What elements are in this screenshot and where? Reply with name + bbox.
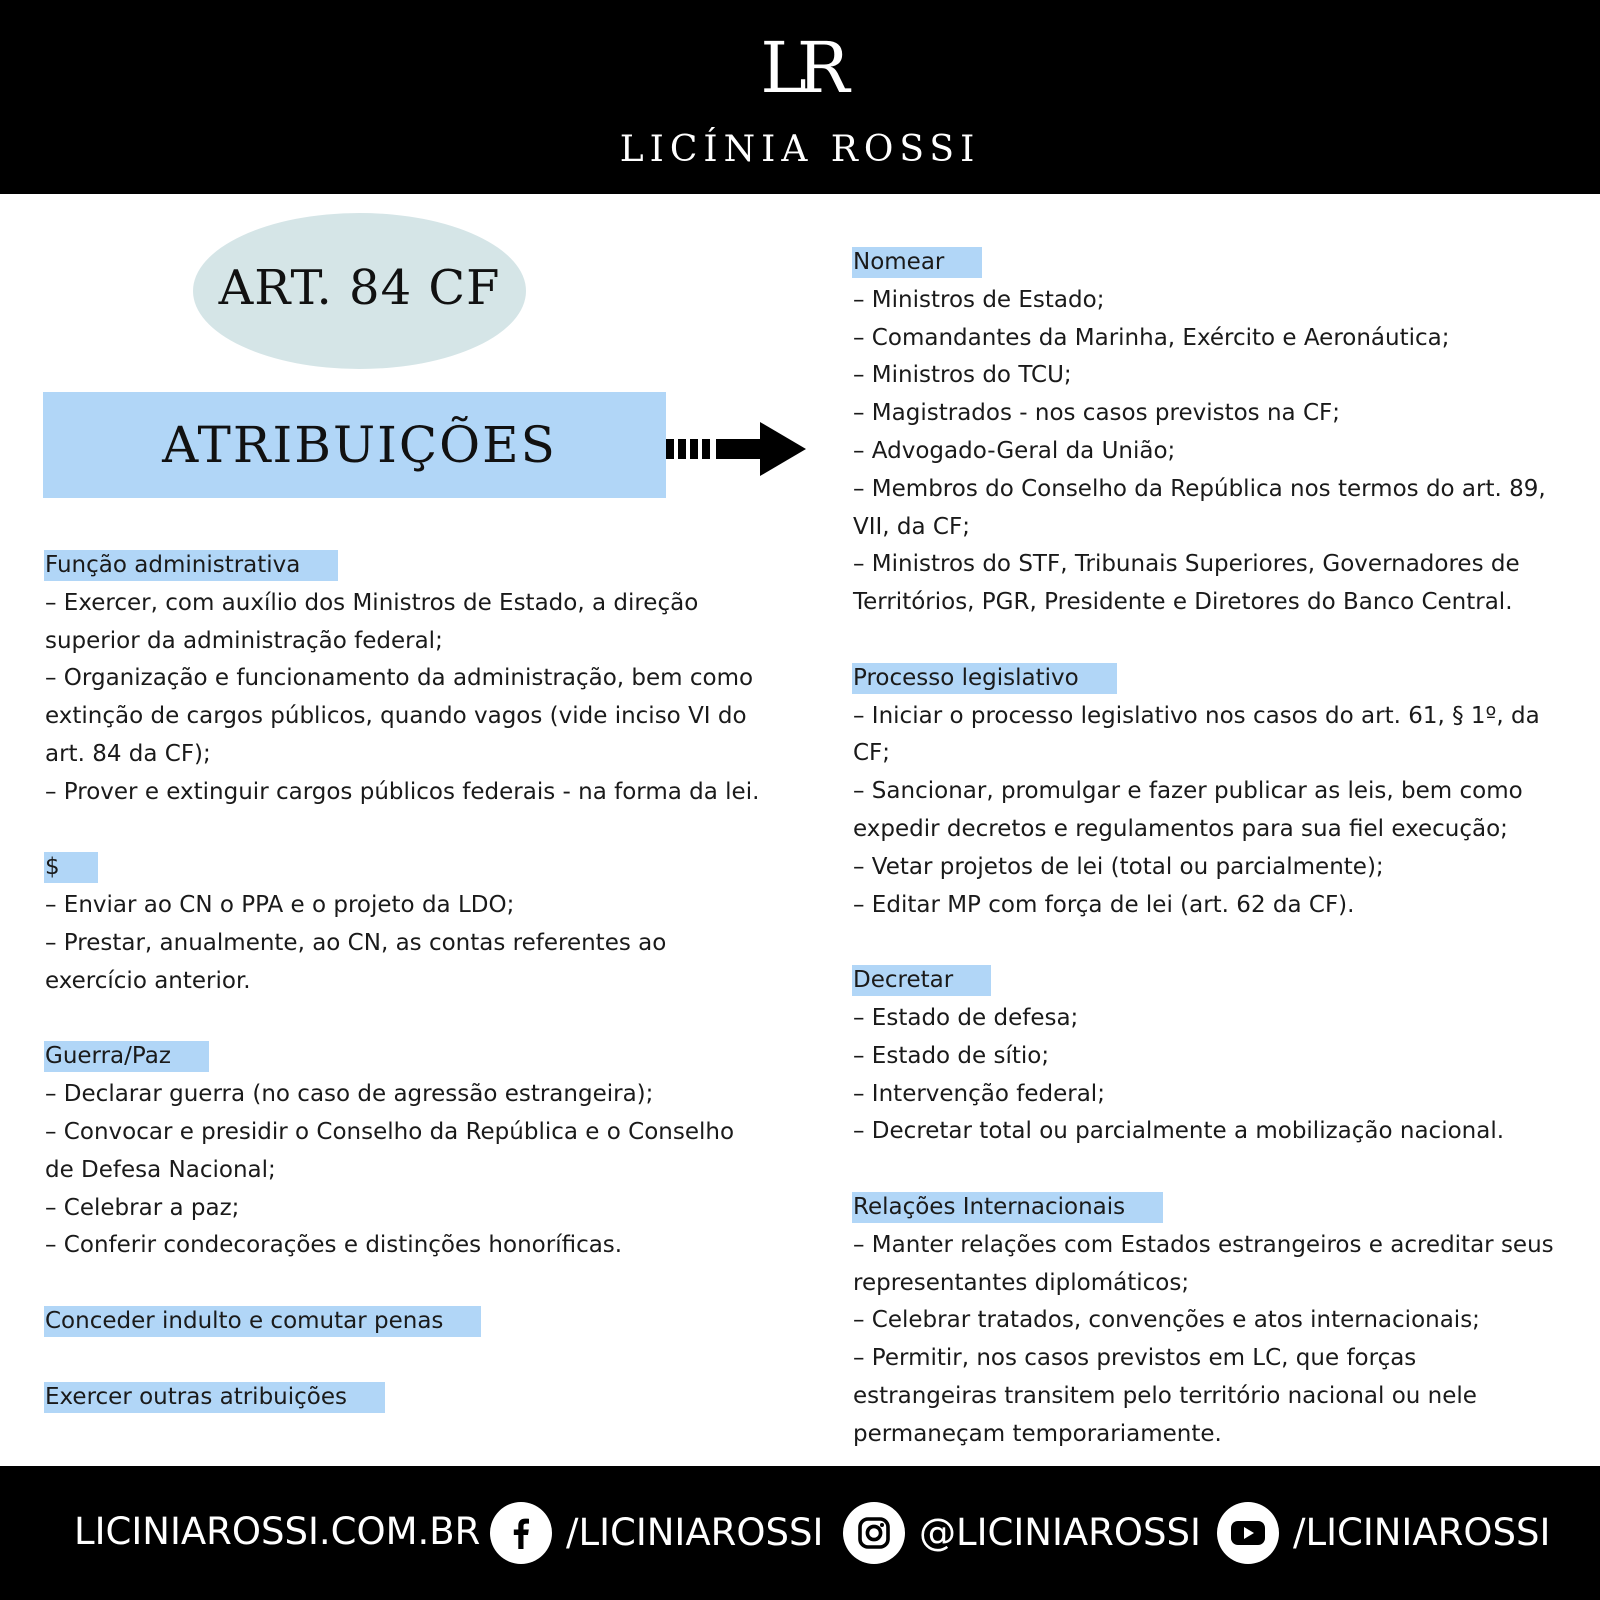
section <box>853 1189 1558 1454</box>
list-item: – Prestar, anualmente, ao CN, as contas referentes ao exercício anterior. <box>45 929 667 994</box>
section-items <box>45 887 760 1000</box>
left-column <box>45 547 760 1454</box>
article-badge <box>193 213 526 369</box>
list-item: – Manter relações com Estados estrangeiros e acreditar seus representantes diplomáticos; <box>853 1231 1554 1296</box>
arrow-right-icon <box>664 420 808 478</box>
list-item: – Celebrar tratados, convenções e atos internacionais; <box>853 1307 1480 1334</box>
list-item: – Editar MP com força de lei (art. 62 da CF). <box>853 891 1355 918</box>
section <box>45 1379 760 1417</box>
youtube-link[interactable] <box>1217 1502 1550 1564</box>
youtube-icon <box>1217 1502 1279 1564</box>
header-bar <box>0 0 1600 194</box>
section-items <box>45 1076 760 1265</box>
section-heading: Conceder indulto e comutar penas <box>44 1306 481 1337</box>
instagram-handle: @LICINIAROSSI <box>919 1511 1201 1554</box>
logo-monogram: LR <box>760 27 840 109</box>
list-item: – Exercer, com auxílio dos Ministros de Estado, a direção superior da administração federal; <box>45 589 699 654</box>
list-item: – Estado de sítio; <box>853 1042 1050 1069</box>
section <box>45 547 760 812</box>
instagram-link[interactable] <box>843 1502 1201 1564</box>
list-item: – Intervenção federal; <box>853 1080 1105 1107</box>
list-item: – Organização e funcionamento da administração, bem como extinção de cargos públicos, quando vagos (vide inciso VI do art. 84 da CF); <box>45 665 754 767</box>
list-item: – Prover e extinguir cargos públicos federais - na forma da lei. <box>45 778 760 805</box>
facebook-link[interactable] <box>490 1502 823 1564</box>
list-item: – Declarar guerra (no caso de agressão estrangeira); <box>45 1081 654 1108</box>
section-items <box>45 585 760 812</box>
section-heading: Relações Internacionais <box>852 1192 1163 1223</box>
brand-name: LICÍNIA ROSSI <box>619 129 981 170</box>
section-heading: Guerra/Paz <box>44 1041 209 1072</box>
section <box>853 244 1558 622</box>
section <box>853 660 1558 925</box>
section-items <box>853 1000 1558 1151</box>
facebook-handle: /LICINIAROSSI <box>566 1511 824 1554</box>
list-item: – Advogado-Geral da União; <box>853 437 1176 464</box>
instagram-icon <box>843 1502 905 1564</box>
section-items <box>853 1227 1558 1454</box>
section-heading: Decretar <box>852 965 991 996</box>
facebook-icon <box>490 1502 552 1564</box>
section-heading: Exercer outras atribuições <box>44 1382 385 1413</box>
website-link[interactable]: LICINIAROSSI.COM.BR <box>74 1510 481 1553</box>
list-item: – Enviar ao CN o PPA e o projeto da LDO; <box>45 892 515 919</box>
section-items <box>853 282 1558 622</box>
list-item: – Comandantes da Marinha, Exército e Aeronáutica; <box>853 324 1450 351</box>
section-heading: Processo legislativo <box>852 663 1117 694</box>
section-heading: Nomear <box>852 247 982 278</box>
section-heading: $ <box>44 852 98 883</box>
list-item: – Ministros do TCU; <box>853 362 1072 389</box>
list-item: – Magistrados - nos casos previstos na CF; <box>853 400 1340 427</box>
list-item: – Ministros de Estado; <box>853 286 1105 313</box>
list-item: – Convocar e presidir o Conselho da República e o Conselho de Defesa Nacional; <box>45 1118 735 1183</box>
youtube-handle: /LICINIAROSSI <box>1293 1511 1551 1554</box>
main-title-box <box>43 392 666 498</box>
right-column <box>853 244 1558 1491</box>
list-item: – Iniciar o processo legislativo nos casos do art. 61, § 1º, da CF; <box>853 702 1540 767</box>
section-heading: Função administrativa <box>44 550 338 581</box>
section-items <box>853 698 1558 925</box>
footer-bar <box>0 1466 1600 1600</box>
section <box>853 962 1558 1151</box>
list-item: – Vetar projetos de lei (total ou parcialmente); <box>853 853 1384 880</box>
list-item: – Permitir, nos casos previstos em LC, que forças estrangeiras transitem pelo território nacional ou nele permaneçam temporariamente. <box>853 1345 1477 1447</box>
list-item: – Estado de defesa; <box>853 1004 1079 1031</box>
section <box>45 1038 760 1265</box>
list-item: – Decretar total ou parcialmente a mobilização nacional. <box>853 1118 1505 1145</box>
list-item: – Membros do Conselho da República nos termos do art. 89, VII, da CF; <box>853 475 1546 540</box>
main-title: ATRIBUIÇÕES <box>162 416 557 474</box>
list-item: – Celebrar a paz; <box>45 1194 240 1221</box>
list-item: – Ministros do STF, Tribunais Superiores, Governadores de Territórios, PGR, Presidente e Diretores do Banco Central. <box>853 551 1520 616</box>
section <box>45 1303 760 1341</box>
article-badge-label: ART. 84 CF <box>218 260 501 316</box>
list-item: – Sancionar, promulgar e fazer publicar as leis, bem como expedir decretos e regulamentos para sua fiel execução; <box>853 778 1523 842</box>
section <box>45 849 760 1000</box>
list-item: – Conferir condecorações e distinções honoríficas. <box>45 1232 623 1259</box>
